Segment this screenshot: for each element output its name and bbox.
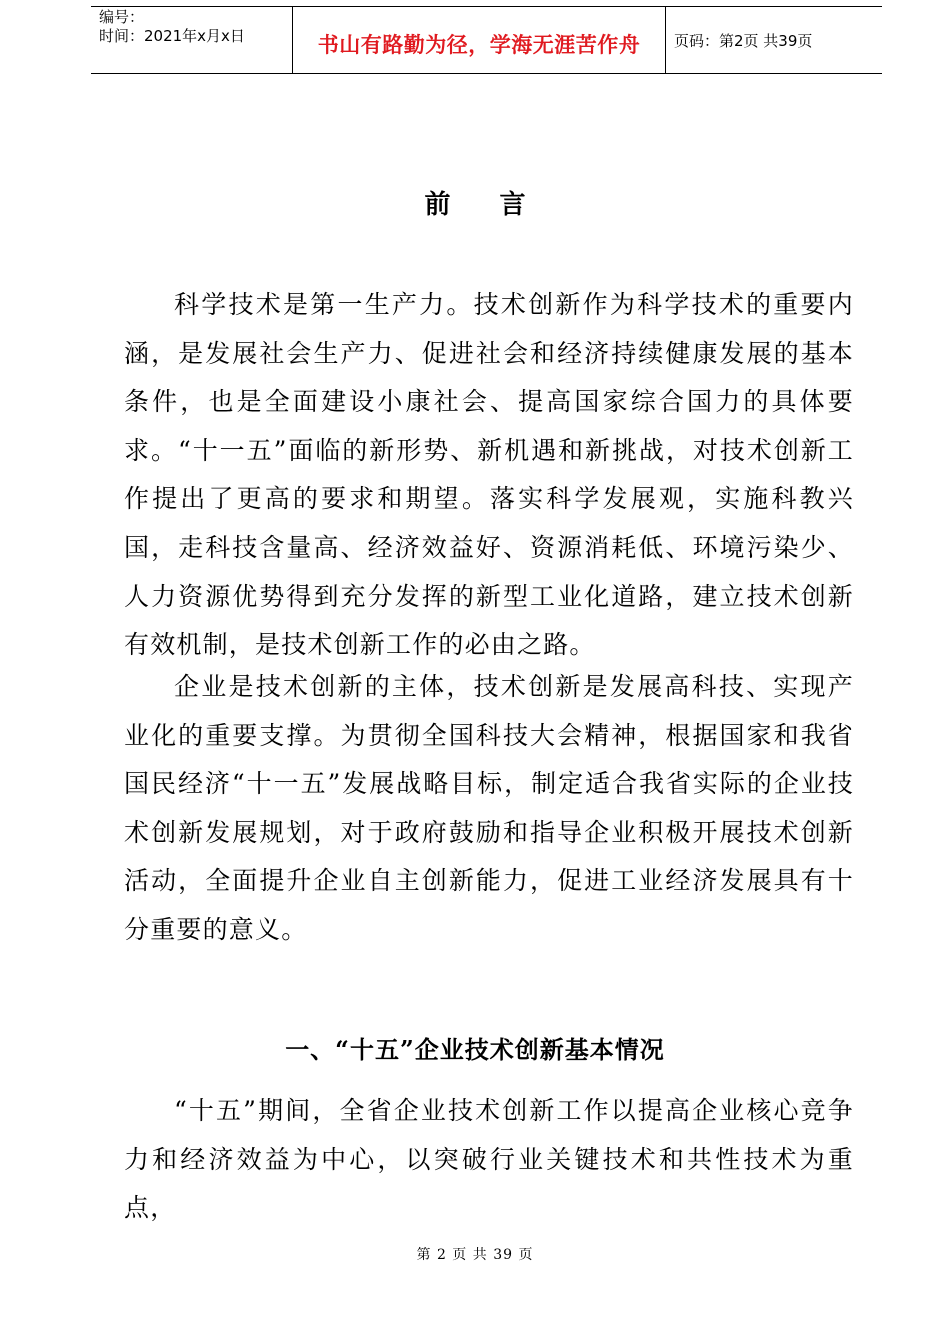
number-label: 编号： [99,8,145,26]
header-meta-cell [91,7,293,73]
section-paragraph: “十五”期间，全省企业技术创新工作以提高企业核心竞争力和经济效益为中心，以突破行业关键技术和共性技术为重点， [124,1096,854,1223]
header-motto-cell [293,7,666,73]
page-header [91,6,882,74]
motto-text: 书山有路勤为径，学海无涯苦作舟 [317,33,641,57]
page-footer: 第 2 页 共 39 页 [416,1247,534,1263]
time-label: 时间：2021年x月x日 [99,27,245,45]
paragraph-1: 科学技术是第一生产力。技术创新作为科学技术的重要内涵，是发展社会生产力、促进社会和经济持续健康发展的基本条件，也是全面建设小康社会、提高国家综合国力的具体要求。“十一五”面临的新形势、新机遇和新挑战，对技术创新工作提出了更高的要求和期望。落实科学发展观，实施科教兴国，走科技含量高、经济效益好、资源消耗低、环境污染少、人力资源优势得到充分发挥的新型工业化道路，建立技术创新有效机制，是技术创新工作的必由之路。 [124,290,854,660]
document-title: 前 言 [424,190,546,220]
header-page-info: 页码：第2页 共39页 [674,32,813,50]
paragraph-2: 企业是技术创新的主体，技术创新是发展高科技、实现产业化的重要支撑。为贯彻全国科技大会精神，根据国家和我省国民经济“十一五”发展战略目标，制定适合我省实际的企业技术创新发展规划，对于政府鼓励和指导企业积极开展技术创新活动，全面提升企业自主创新能力，促进工业经济发展具有十分重要的意义。 [124,672,854,944]
section-heading: 一、“十五”企业技术创新基本情况 [285,1035,665,1064]
header-page-cell [666,7,882,73]
